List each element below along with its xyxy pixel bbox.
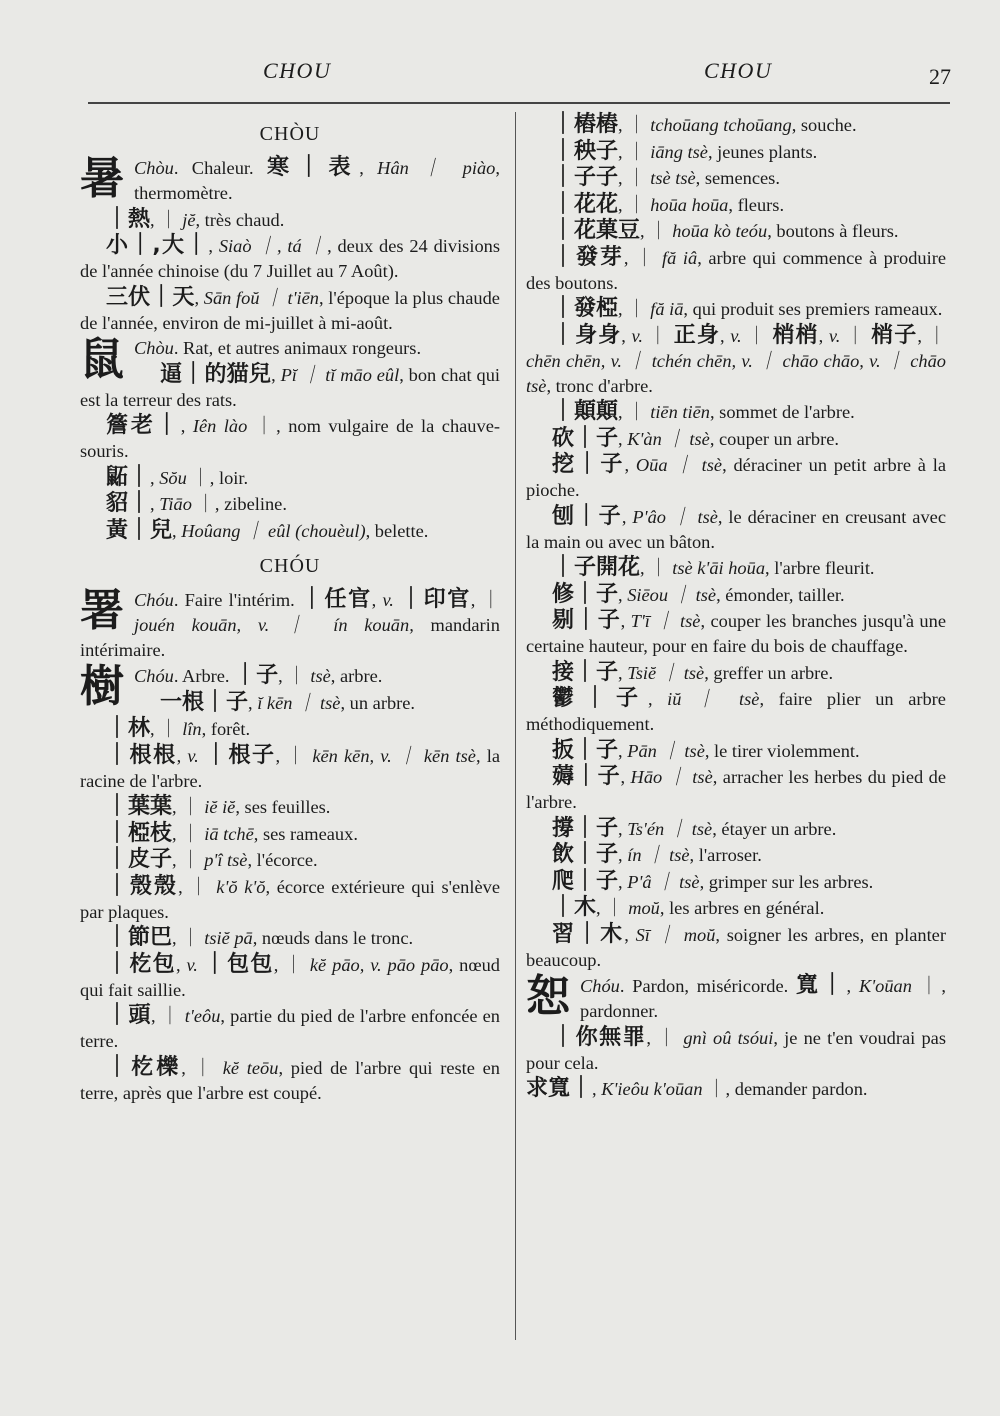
chinese-term: 求寬｜ (526, 1076, 593, 1101)
entry-text: , ｜ (178, 876, 217, 897)
sub-entry (80, 285, 500, 336)
entry-text: , ｜ (278, 666, 311, 686)
chinese-term: ｜身身 (552, 322, 622, 348)
running-head-right: CHOU (704, 58, 773, 83)
chinese-term: ｜熱 (106, 206, 151, 232)
sub-entry (80, 716, 500, 742)
head-character: 署 (80, 584, 124, 636)
entry-text: , ｜ (917, 325, 946, 346)
sub-entry (526, 895, 946, 921)
entry-text: , (818, 325, 829, 346)
chinese-term: 寬｜ (796, 973, 847, 998)
entry-text: , ｜ (618, 115, 651, 135)
chinese-term: 簷老｜ (106, 413, 181, 438)
entry-text: , (359, 158, 378, 178)
romanization: lîn (182, 719, 202, 739)
sub-entry (80, 952, 500, 1003)
romanization: v. (382, 589, 394, 610)
entry-text: , déraciner un petit arbre à la pioche. (526, 455, 946, 500)
sub-entry (80, 491, 500, 517)
entry-text: , ｜ (275, 745, 313, 766)
chinese-term: 貂｜ (106, 491, 151, 516)
entry-text: . Pardon, miséricorde. (619, 976, 797, 996)
entry-text: , qui produit ses premiers rameaux. (683, 299, 943, 319)
chinese-term: 接｜子 (552, 659, 619, 685)
chinese-term: 黃｜兒 (106, 517, 173, 543)
chinese-term: 一根｜子 (160, 689, 249, 715)
sub-entry (526, 296, 946, 322)
entry-text: , ｜ (172, 928, 205, 948)
sub-entry (80, 821, 500, 847)
entry-text: , ｜ (623, 247, 662, 268)
sub-entry (526, 323, 946, 399)
sub-entry (80, 233, 500, 284)
sub-entry (526, 922, 946, 973)
entry-text: , ｜ (172, 797, 205, 817)
head-character: 樹 (80, 661, 124, 712)
romanization: t'eôu (184, 1006, 221, 1026)
chinese-term: ｜杚包 (106, 951, 176, 977)
running-head-left: CHOU (263, 58, 332, 83)
romanization: Tiāo (159, 494, 192, 514)
romanization: ín ｜ tsè (627, 845, 690, 865)
entry-text: ｜ (642, 325, 674, 346)
entry-text: , (624, 455, 636, 475)
romanization: Sŏu (159, 467, 187, 488)
entry-head (526, 973, 946, 1024)
sub-entry (526, 1076, 946, 1102)
entry-head (80, 155, 500, 206)
chinese-term: 剔｜子 (552, 608, 621, 633)
chinese-term: 三伏｜天 (106, 284, 195, 310)
sub-entry (80, 925, 500, 951)
entry-text: . Chaleur. (173, 158, 267, 178)
sub-entry (526, 452, 946, 503)
chinese-term: 梢梢 (772, 322, 819, 348)
romanization: chēn chēn, v. ｜ tchén chēn, v. ｜ chāo chāo, v. ｜ chāo tsè (526, 350, 946, 396)
entry-text: , faire plier un arbre méthodiquement. (526, 689, 946, 734)
entry-text: , très chaud. (195, 209, 285, 230)
chinese-term: ｜子 (234, 663, 279, 688)
chinese-term: 爬｜子 (552, 868, 619, 894)
entry-text: , (175, 954, 187, 975)
chinese-term: ｜椏枝 (106, 820, 173, 846)
romanization: Chóu (580, 976, 620, 996)
entry-text: , (618, 428, 628, 449)
romanization: v. (828, 325, 841, 346)
entry-head (80, 584, 500, 663)
romanization: tsè (310, 666, 331, 686)
chinese-term: 飲｜子 (552, 842, 619, 867)
chinese-term: 逼｜的猫兒 (160, 361, 272, 387)
romanization: Sān foŭ ｜ t'iēn (203, 287, 319, 308)
romanization: tchoūang tchoūang (650, 115, 792, 135)
entry-text: , semences. (695, 168, 780, 188)
romanization: Iên lào (192, 416, 248, 436)
right-column (526, 112, 946, 1103)
romanization: jouén kouān, v. ｜ ín kouān, (134, 614, 414, 635)
romanization: v. (730, 325, 742, 346)
chinese-term: 寒｜表 (266, 155, 360, 180)
chinese-term: ｜秧子 (552, 138, 619, 164)
entry-text: , boutons à fleurs. (767, 221, 899, 241)
chinese-term: ｜節巴 (106, 925, 173, 950)
chinese-term: ｜樁樁 (552, 112, 619, 137)
chinese-term: 梢子 (871, 322, 918, 348)
entry-text: , arracher les herbes du pied de l'arbre. (526, 767, 946, 812)
sub-entry (526, 738, 946, 764)
romanization: Siēou ｜ tsè (627, 584, 717, 605)
chinese-term: ｜包包 (203, 951, 274, 977)
entry-text: , (150, 467, 160, 488)
entry-text: , soigner les arbres, en planter beaucoup. (526, 924, 946, 970)
chinese-term: ｜葉葉 (106, 794, 173, 819)
sub-entry (526, 245, 946, 296)
chinese-term: ｜花花 (552, 191, 619, 217)
entry-text: , thermomètre. (134, 158, 500, 203)
chinese-term: ｜根根 (106, 742, 177, 768)
entry-text: , nœud qui fait saillie. (80, 954, 501, 1000)
sub-entry (526, 555, 946, 581)
head-character: 鼠 (80, 334, 124, 385)
entry-text: ｜, nom vulgaire de la chauve-souris. (80, 416, 500, 461)
romanization: kĕ teōu (222, 1057, 279, 1078)
entry-text: , pied de l'arbre qui reste en terre, après que l'arbre est coupé. (80, 1057, 500, 1103)
chinese-term: 修｜子 (552, 581, 619, 607)
romanization: P'â ｜ tsè (627, 871, 700, 892)
romanization: K'ieôu k'oūan (601, 1079, 703, 1099)
romanization: Sī ｜ moŭ (635, 924, 716, 945)
sub-entry (526, 192, 946, 218)
entry-text: , (618, 662, 628, 683)
sub-entry (526, 842, 946, 868)
romanization: gnì oû tsóui (683, 1027, 774, 1048)
romanization: Pān ｜ tsè (627, 740, 705, 761)
romanization: fă iâ (662, 247, 698, 268)
entry-text: , (618, 740, 628, 761)
sub-entry (526, 869, 946, 895)
entry-text: , (592, 1079, 602, 1099)
entry-text: ｜ (741, 325, 773, 346)
sub-entry (80, 743, 500, 794)
romanization: Hân ｜ piào (377, 158, 496, 178)
entry-text: , (271, 364, 281, 385)
entry-text: , jeunes plants. (707, 141, 818, 162)
entry-text: , ｜ (618, 402, 651, 422)
entry-text: , (371, 589, 383, 610)
sub-entry (526, 1025, 946, 1076)
romanization: Chòu (134, 158, 174, 178)
header-rule (88, 102, 950, 104)
romanization: v. (631, 325, 643, 346)
romanization: Siaò ｜, tá ｜ (218, 236, 328, 256)
entry-text: , (176, 745, 188, 766)
sub-entry (526, 660, 946, 686)
sub-entry (80, 413, 500, 464)
chinese-term: ｜皮子 (106, 847, 173, 872)
romanization: v. (186, 954, 198, 975)
entry-text: , l'écorce. (247, 850, 318, 870)
entry-text: . Rat, et autres animaux rongeurs. (173, 338, 422, 358)
chinese-term: ｜發芽 (552, 244, 624, 270)
romanization: iŭ ｜ tsè (667, 689, 760, 709)
entry-text: , ses rameaux. (253, 823, 358, 844)
sub-entry (80, 1055, 500, 1106)
chinese-term: 刨｜子 (552, 503, 622, 529)
romanization: hoūa hoūa (650, 194, 729, 215)
entry-text: , ｜ (172, 823, 205, 844)
romanization: kēn kēn, v. ｜ kēn tsè (312, 745, 476, 766)
chinese-term: ｜花菓豆 (552, 218, 641, 243)
sub-entry (526, 399, 946, 425)
sub-entry (526, 608, 946, 659)
romanization: Ts'én ｜ tsè (627, 818, 713, 839)
entry-text: , (618, 845, 628, 865)
entry-text: , souche. (791, 115, 857, 135)
chinese-term: 挖｜子 (552, 452, 625, 477)
chinese-term: ｜杚櫟 (106, 1054, 182, 1080)
entry-text: , (846, 976, 859, 996)
entry-text: , ｜ (640, 558, 673, 578)
entry-text: , étayer un arbre. (712, 818, 837, 839)
romanization: Chóu (134, 589, 174, 610)
romanization: kĕ pāo, v. pāo pāo (309, 954, 449, 975)
romanization: iā tchē (204, 823, 254, 844)
entry-text: ｜, loir. (186, 467, 249, 488)
entry-text: , (620, 611, 631, 631)
entry-text: , ｜ (618, 168, 651, 188)
entry-text: , le tirer violemment. (704, 740, 860, 761)
head-character: 暑 (80, 153, 124, 204)
head-character: 恕 (526, 971, 570, 1022)
entry-text: ｜ (840, 325, 872, 346)
chinese-term: ｜木 (552, 895, 597, 920)
entry-text: , l'époque la plus chaude de l'année, environ de mi-juillet à mi-août. (80, 287, 500, 333)
romanization: ĭ kēn ｜ tsè (257, 692, 341, 713)
entry-text: , sommet de l'arbre. (709, 402, 855, 422)
entry-text: , ｜ (618, 141, 651, 162)
entry-text: , ｜ (172, 850, 205, 870)
sub-entry (526, 218, 946, 244)
romanization: iĕ iĕ (204, 797, 236, 817)
entry-text: , ｜ (618, 299, 651, 319)
sub-entry (80, 1003, 500, 1054)
entry-text: , ｜ (646, 1027, 684, 1048)
romanization: T'ī ｜ tsè (630, 611, 701, 631)
chinese-term: ｜林 (106, 716, 151, 741)
entry-text: ｜, pardonner. (580, 976, 946, 1021)
entry-text: , (719, 325, 731, 346)
entry-text: , forêt. (201, 719, 251, 739)
romanization: Tsiĕ ｜ tsè (627, 662, 705, 683)
chinese-term: 正身 (673, 322, 720, 348)
entry-text: , ｜ (618, 194, 651, 215)
entry-text: , les arbres en général. (659, 898, 825, 918)
entry-text: ｜, demander pardon. (702, 1079, 868, 1099)
chinese-term: ｜你無罪 (552, 1024, 647, 1050)
sub-entry (80, 794, 500, 820)
entry-text: , couper les branches jusqu'à une certaine hauteur, pour en faire du bois de chauffage. (526, 611, 946, 656)
entry-text: , ｜ (596, 898, 629, 918)
entry-text: , tronc d'arbre. (546, 375, 653, 396)
entry-text: , couper un arbre. (709, 428, 840, 449)
romanization: fă iā (650, 299, 684, 319)
entry-text: , ｜ (181, 1057, 223, 1078)
entry-text: , (620, 767, 631, 787)
column-rule (515, 112, 516, 1340)
sub-entry (80, 690, 500, 716)
sub-entry (80, 362, 500, 413)
entry-text: , grimper sur les arbres. (699, 871, 874, 892)
chinese-term: 扳｜子 (552, 737, 619, 763)
sub-entry (526, 582, 946, 608)
entry-text: , l'arbre fleurit. (765, 558, 875, 578)
sub-entry (80, 465, 500, 491)
chinese-term: 鬱｜子 (552, 686, 648, 711)
romanization: tsè tsè (650, 168, 696, 188)
chinese-term: ｜發椏 (552, 296, 619, 321)
sub-entry (80, 847, 500, 873)
romanization: K'oūan (858, 976, 912, 996)
romanization: Pĭ ｜ tĭ māo eûl (280, 364, 400, 385)
entry-text: , bon chat qui est la terreur des rats. (80, 364, 500, 410)
chinese-term: 撐｜子 (552, 815, 619, 841)
entry-text: , nœuds dans le tronc. (252, 928, 414, 948)
entry-text: , un arbre. (340, 692, 416, 713)
sub-entry (526, 426, 946, 452)
entry-text: , (647, 689, 668, 709)
romanization: hoūa kò teóu (672, 221, 768, 241)
romanization: k'ŏ k'ŏ (216, 876, 266, 897)
sub-entry (80, 518, 500, 544)
page-number: 27 (929, 64, 951, 89)
chinese-term: ｜子子 (552, 165, 619, 190)
entry-text: ｜, zibeline. (191, 494, 287, 514)
romanization: jĕ (182, 209, 196, 230)
entry-text: mandarin intérimaire. (80, 614, 500, 660)
romanization: tsè k'āi hoūa (672, 558, 766, 578)
romanization: Hoûang ｜ eûl (chouèul) (181, 520, 366, 541)
section-heading: CHÓU (259, 554, 321, 577)
romanization: Chóu (134, 666, 174, 686)
sub-entry (526, 112, 946, 138)
entry-text: , ｜ (150, 719, 183, 739)
entry-text: , partie du pied de l'arbre enfoncée en terre. (80, 1006, 501, 1051)
entry-text: , (621, 325, 632, 346)
sub-entry (526, 165, 946, 191)
entry-text: , (208, 236, 219, 256)
chinese-term: 習｜木 (552, 921, 625, 947)
romanization: v. (187, 745, 199, 766)
sub-entry (80, 207, 500, 233)
romanization: P'âo ｜ tsè (632, 506, 718, 527)
romanization: K'àn ｜ tsè (627, 428, 710, 449)
sub-entry (526, 686, 946, 737)
entry-text: , (194, 287, 204, 308)
entry-text: . Faire l'intérim. (173, 589, 301, 610)
entry-text: , (618, 871, 628, 892)
chinese-term: ｜任官 (300, 586, 372, 612)
chinese-term: 小｜,大｜ (106, 233, 209, 258)
entry-text: , écorce extérieure qui s'enlève par plaques. (80, 876, 500, 922)
entry-text: , (150, 494, 160, 514)
entry-text: , l'arroser. (689, 845, 762, 865)
sub-entry (80, 874, 500, 925)
entry-text: , (624, 924, 636, 945)
chinese-term: ｜子開花 (552, 555, 641, 580)
entry-text: , ｜ (640, 221, 673, 241)
sub-entry (526, 504, 946, 555)
left-column (80, 112, 500, 1106)
romanization: Oūa ｜ tsè (635, 455, 723, 475)
romanization: Hāo ｜ tsè (630, 767, 713, 787)
sub-entry (526, 139, 946, 165)
romanization: p'î tsè (204, 850, 248, 870)
entry-text: , deux des 24 divisions de l'année chinoise (du 7 Juillet au 7 Août). (80, 236, 500, 281)
entry-text: , je ne t'en voudrai pas pour cela. (526, 1027, 946, 1073)
sub-entry (526, 764, 946, 815)
entry-text: , arbre. (330, 666, 383, 686)
entry-text: , (180, 416, 193, 436)
entry-text: , (172, 520, 182, 541)
chinese-term: ｜殼殼 (106, 873, 179, 899)
entry-text: , ｜ (151, 1006, 185, 1026)
chinese-term: ｜根子 (204, 742, 276, 768)
romanization: moŭ (628, 898, 660, 918)
chinese-term: ｜顛顛 (552, 399, 619, 424)
entry-text: , (618, 818, 628, 839)
entry-text: , (248, 692, 258, 713)
entry-text: . Arbre. (173, 666, 235, 686)
entry-text: , greffer un arbre. (704, 662, 834, 683)
entry-text: , arbre qui commence à produire des boutons. (526, 247, 946, 293)
entry-text: , ses feuilles. (235, 797, 331, 817)
chinese-term: 薅｜子 (552, 764, 621, 789)
entry-text: , (618, 584, 628, 605)
entry-text: , ｜ (273, 954, 310, 975)
entry-text: , (621, 506, 633, 527)
section-heading: CHÒU (259, 123, 321, 145)
entry-text: , ｜ (470, 589, 500, 610)
entry-text: , fleurs. (728, 194, 785, 215)
entry-text: , belette. (365, 520, 429, 541)
chinese-term: 鼫｜ (106, 464, 151, 490)
romanization: iāng tsè (650, 141, 708, 162)
chinese-term: ｜印官 (400, 586, 471, 612)
sub-entry (526, 816, 946, 842)
romanization: tsiĕ pā (204, 928, 253, 948)
chinese-term: ｜頭 (106, 1003, 152, 1028)
entry-text: , ｜ (150, 209, 183, 230)
entry-text: , le déraciner en creusant avec la main ou avec un bâton. (526, 506, 946, 552)
entry-text: , émonder, tailler. (716, 584, 845, 605)
chinese-term: 砍｜子 (552, 425, 619, 451)
entry-text: , la racine de l'arbre. (80, 745, 500, 791)
romanization: Chòu (134, 338, 174, 358)
romanization: tiēn tiēn (650, 402, 710, 422)
